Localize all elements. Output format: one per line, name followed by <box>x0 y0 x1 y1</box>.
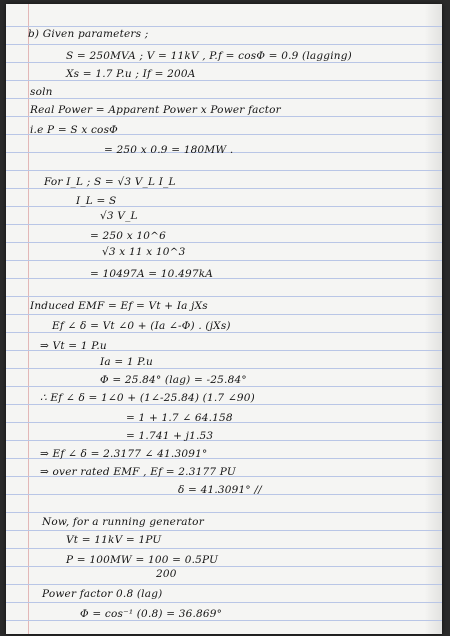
ruled-line <box>6 386 442 387</box>
ruled-line <box>6 188 442 189</box>
line-current-formula: For I_L ; S = √3 V_L I_L <box>44 176 176 188</box>
vt-running: Vt = 11kV = 1PU <box>66 534 162 546</box>
ef-step-polar: = 1 + 1.7 ∠ 64.158 <box>126 412 233 424</box>
ef-result: ⇒ Ef ∠ δ = 2.3177 ∠ 41.3091° <box>40 448 208 460</box>
vt-per-unit: ⇒ Vt = 1 P.u <box>40 340 107 352</box>
line-current-sub-denominator: √3 x 11 x 10^3 <box>102 246 186 258</box>
ruled-line <box>6 98 442 99</box>
ruled-line <box>6 566 442 567</box>
running-generator-heading: Now, for a running generator <box>42 516 204 528</box>
solution-label: soln <box>30 86 53 98</box>
line-current-sub-numerator: = 250 x 10^6 <box>90 230 167 242</box>
ia-per-unit: Ia = 1 P.u <box>100 356 153 368</box>
real-power-result: = 250 x 0.9 = 180MW . <box>104 144 234 156</box>
line-current-fraction-numerator: I_L = S <box>76 195 117 207</box>
ruled-line <box>6 530 442 531</box>
induced-emf-formula: Induced EMF = Ef = Vt + Ia jXs <box>30 300 208 312</box>
notebook-page <box>6 4 442 634</box>
ef-step-rectangular: = 1.741 + j1.53 <box>126 430 214 442</box>
ruled-line <box>6 206 442 207</box>
induced-emf-phasor: Ef ∠ δ = Vt ∠0 + (Ia ∠-Φ) . (jXs) <box>52 320 231 332</box>
given-s-v-pf: S = 250MVA ; V = 11kV , P.f = cosΦ = 0.9 (lagging) <box>66 50 352 62</box>
ruled-line <box>6 260 442 261</box>
ruled-line <box>6 26 442 27</box>
phi-angle: Φ = 25.84° (lag) = -25.84° <box>100 374 247 386</box>
ruled-line <box>6 584 442 585</box>
ruled-line <box>6 368 442 369</box>
ruled-line <box>6 80 442 81</box>
p-per-unit: P = 100MW = 100 = 0.5PU <box>66 554 219 566</box>
ef-substitution: ∴ Ef ∠ δ = 1∠0 + (1∠-25.84) (1.7 ∠90) <box>40 392 255 404</box>
ruled-line <box>6 44 442 45</box>
ruled-line <box>6 332 442 333</box>
ruled-line <box>6 296 442 297</box>
ruled-line <box>6 404 442 405</box>
ruled-line <box>6 314 442 315</box>
line-current-fraction-denominator: √3 V_L <box>100 210 138 222</box>
ruled-line <box>6 278 442 279</box>
ruled-line <box>6 116 442 117</box>
ruled-line <box>6 548 442 549</box>
ruled-line <box>6 224 442 225</box>
real-power-definition: Real Power = Apparent Power x Power factor <box>30 104 281 116</box>
ruled-line <box>6 602 442 603</box>
ruled-line <box>6 242 442 243</box>
ruled-line <box>6 170 442 171</box>
p-per-unit-denominator: 200 <box>156 568 177 580</box>
real-power-formula: i.e P = S x cosΦ <box>30 124 118 136</box>
line-current-result: = 10497A = 10.497kA <box>90 268 214 280</box>
power-factor-running: Power factor 0.8 (lag) <box>42 588 163 600</box>
given-xs-if: Xs = 1.7 P.u ; If = 200A <box>66 68 196 80</box>
phi-running: Φ = cos⁻¹ (0.8) = 36.869° <box>80 608 223 620</box>
ruled-line <box>6 512 442 513</box>
load-angle: δ = 41.3091° // <box>178 484 262 496</box>
ruled-line <box>6 440 442 441</box>
question-label: b) Given parameters ; <box>28 28 149 40</box>
rated-emf: ⇒ over rated EMF , Ef = 2.3177 PU <box>40 466 236 478</box>
ruled-line <box>6 62 442 63</box>
ruled-line <box>6 620 442 621</box>
